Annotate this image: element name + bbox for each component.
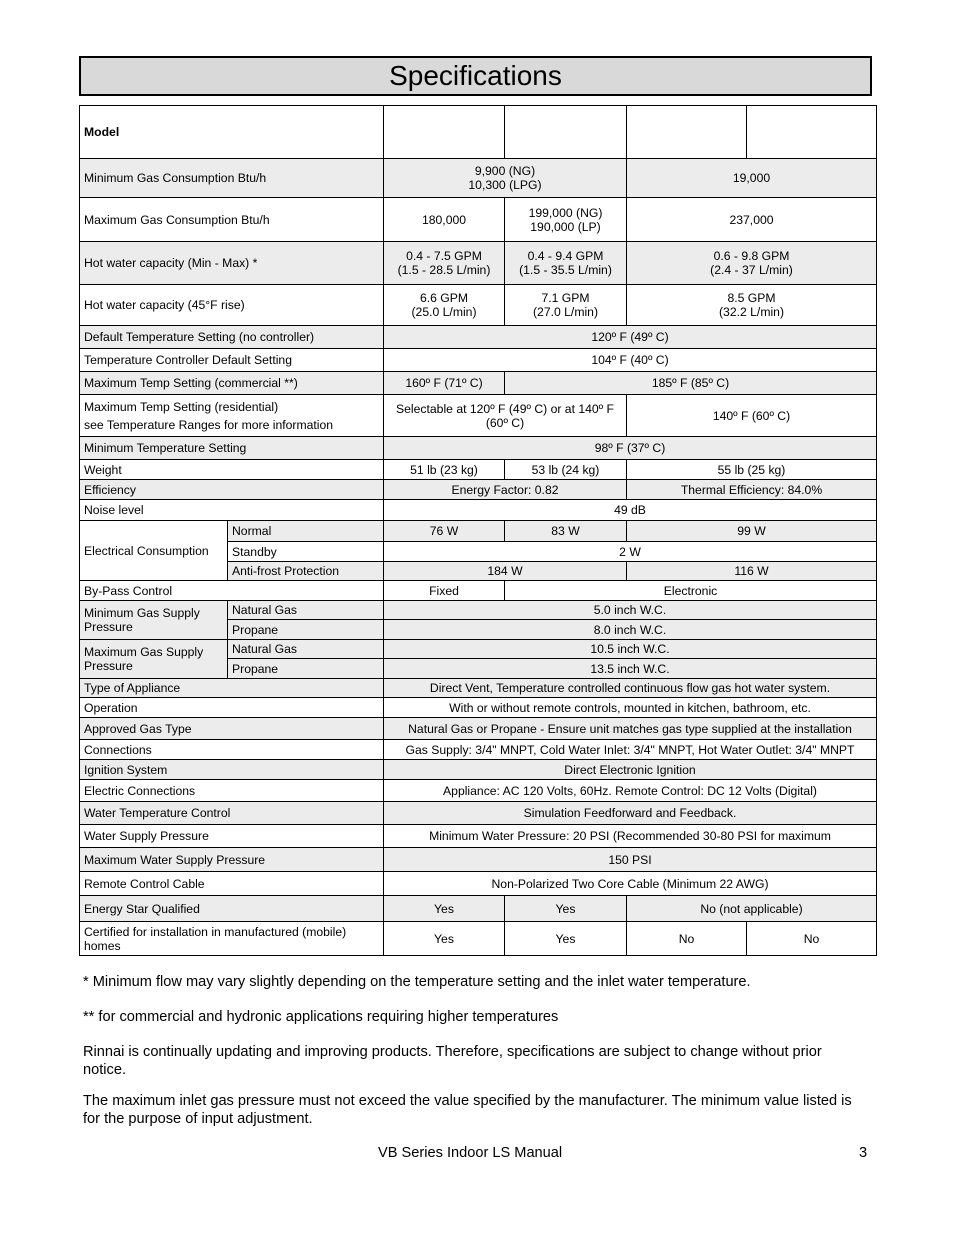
table-row (80, 159, 877, 198)
table-row (80, 640, 877, 659)
value-cell: Yes (384, 896, 505, 922)
value-cell: 160º F (71º C) (384, 372, 505, 395)
table-row (80, 372, 877, 395)
row-label: Water Temperature Control (80, 802, 384, 825)
value-cell: 13.5 inch W.C. (384, 659, 877, 679)
value-cell: 140º F (60º C) (627, 395, 877, 437)
value-cell: 10.5 inch W.C. (384, 640, 877, 659)
value-cell: 99 W (627, 521, 877, 542)
value-cell: Minimum Water Pressure: 20 PSI (Recommended 30-80 PSI for maximum (384, 825, 877, 848)
table-row (80, 460, 877, 480)
page-title-box (79, 56, 872, 96)
row-label: Hot water capacity (45°F rise) (80, 285, 384, 326)
table-row (80, 521, 877, 542)
value-cell: 237,000 (627, 198, 877, 242)
model-cell (627, 106, 747, 159)
value-cell: Yes (384, 922, 505, 956)
sub-label: Propane (228, 659, 384, 679)
table-row (80, 285, 877, 326)
value-cell: Fixed (384, 581, 505, 601)
row-label: Maximum Water Supply Pressure (80, 848, 384, 872)
value-cell: Thermal Efficiency: 84.0% (627, 480, 877, 500)
value-cell: 5.0 inch W.C. (384, 601, 877, 620)
page-title: Specifications (389, 60, 562, 91)
row-label: Minimum Gas Supply Pressure (80, 601, 228, 640)
table-row (80, 500, 877, 521)
footnote-commercial: ** for commercial and hydronic applications requiring higher temperatures (83, 1009, 559, 1025)
row-label: Efficiency (80, 480, 384, 500)
row-label: Water Supply Pressure (80, 825, 384, 848)
value-cell: 185º F (85º C) (505, 372, 877, 395)
row-label: Minimum Gas Consumption Btu/h (80, 159, 384, 198)
value-cell: Natural Gas or Propane - Ensure unit matches gas type supplied at the installation (384, 718, 877, 740)
table-row (80, 437, 877, 460)
value-cell: Electronic (505, 581, 877, 601)
row-label: Electric Connections (80, 780, 384, 802)
model-cell (384, 106, 505, 159)
value-cell: 150 PSI (384, 848, 877, 872)
row-label: Connections (80, 740, 384, 760)
value-cell: Appliance: AC 120 Volts, 60Hz. Remote Control: DC 12 Volts (Digital) (384, 780, 877, 802)
sub-label: Propane (228, 620, 384, 640)
row-label: Weight (80, 460, 384, 480)
value-cell: 2 W (384, 542, 877, 562)
value-cell: 104º F (40º C) (384, 349, 877, 372)
table-row (80, 198, 877, 242)
value-cell: Non-Polarized Two Core Cable (Minimum 22 AWG) (384, 872, 877, 896)
page-number: 3 (859, 1145, 868, 1161)
model-cell (505, 106, 627, 159)
table-row (80, 760, 877, 780)
table-row (80, 922, 877, 956)
table-row (80, 718, 877, 740)
notice-paragraph: Rinnai is continually updating and improving products. Therefore, specifications are subject to change without prior notice. (83, 1044, 822, 1078)
value-cell: 53 lb (24 kg) (505, 460, 627, 480)
row-label: Electrical Consumption (80, 521, 228, 581)
row-label: Maximum Temp Setting (residential) see Temperature Ranges for more information (80, 395, 384, 437)
sub-label: Anti-frost Protection (228, 562, 384, 581)
model-cell (747, 106, 877, 159)
model-header: Model (80, 106, 384, 159)
value-cell: 180,000 (384, 198, 505, 242)
sub-label: Natural Gas (228, 640, 384, 659)
value-cell: 0.4 - 9.4 GPM (1.5 - 35.5 L/min) (505, 242, 627, 285)
row-label: Temperature Controller Default Setting (80, 349, 384, 372)
row-label: Noise level (80, 500, 384, 521)
row-label: Maximum Temp Setting (commercial **) (80, 372, 384, 395)
value-cell: 120º F (49º C) (384, 326, 877, 349)
table-row (80, 480, 877, 500)
table-row (80, 395, 877, 437)
sub-label: Natural Gas (228, 601, 384, 620)
value-cell: Gas Supply: 3/4" MNPT, Cold Water Inlet: 3/4" MNPT, Hot Water Outlet: 3/4" MNPT (384, 740, 877, 760)
row-label: Approved Gas Type (80, 718, 384, 740)
value-cell: Direct Electronic Ignition (384, 760, 877, 780)
row-label: Hot water capacity (Min - Max) * (80, 242, 384, 285)
row-label: Maximum Gas Supply Pressure (80, 640, 228, 679)
table-row (80, 825, 877, 848)
table-row (80, 740, 877, 760)
table-row (80, 679, 877, 698)
value-cell: 19,000 (627, 159, 877, 198)
row-label: Ignition System (80, 760, 384, 780)
value-cell: 51 lb (23 kg) (384, 460, 505, 480)
table-row (80, 581, 877, 601)
value-cell: 8.5 GPM (32.2 L/min) (627, 285, 877, 326)
row-label: Remote Control Cable (80, 872, 384, 896)
row-label: Operation (80, 698, 384, 718)
value-cell: 55 lb (25 kg) (627, 460, 877, 480)
table-row (80, 106, 877, 159)
table-row (80, 601, 877, 620)
value-cell: 76 W (384, 521, 505, 542)
value-cell: 9,900 (NG) 10,300 (LPG) (384, 159, 627, 198)
row-label: Minimum Temperature Setting (80, 437, 384, 460)
value-cell: Energy Factor: 0.82 (384, 480, 627, 500)
value-cell: 116 W (627, 562, 877, 581)
table-row (80, 896, 877, 922)
row-label: By-Pass Control (80, 581, 384, 601)
table-row (80, 780, 877, 802)
table-row (80, 242, 877, 285)
value-cell: 8.0 inch W.C. (384, 620, 877, 640)
specifications-table (79, 105, 877, 956)
value-cell: 7.1 GPM (27.0 L/min) (505, 285, 627, 326)
row-label: Default Temperature Setting (no controller) (80, 326, 384, 349)
value-cell: No (not applicable) (627, 896, 877, 922)
value-cell: 184 W (384, 562, 627, 581)
table-row (80, 326, 877, 349)
value-cell: 83 W (505, 521, 627, 542)
value-cell: 49 dB (384, 500, 877, 521)
value-cell: 199,000 (NG) 190,000 (LP) (505, 198, 627, 242)
value-cell: 0.6 - 9.8 GPM (2.4 - 37 L/min) (627, 242, 877, 285)
footer-manual-title: VB Series Indoor LS Manual (378, 1145, 563, 1161)
value-cell: No (627, 922, 747, 956)
value-cell: Yes (505, 922, 627, 956)
sub-label: Normal (228, 521, 384, 542)
value-cell: 98º F (37º C) (384, 437, 877, 460)
value-cell: Simulation Feedforward and Feedback. (384, 802, 877, 825)
value-cell: Direct Vent, Temperature controlled continuous flow gas hot water system. (384, 679, 877, 698)
table-row (80, 848, 877, 872)
value-cell: 6.6 GPM (25.0 L/min) (384, 285, 505, 326)
footnote-min-flow: * Minimum flow may vary slightly depending on the temperature setting and the inlet water temperature. (83, 974, 751, 990)
table-row (80, 802, 877, 825)
table-row (80, 349, 877, 372)
value-cell: No (747, 922, 877, 956)
value-cell: 0.4 - 7.5 GPM (1.5 - 28.5 L/min) (384, 242, 505, 285)
row-label: Energy Star Qualified (80, 896, 384, 922)
value-cell: With or without remote controls, mounted in kitchen, bathroom, etc. (384, 698, 877, 718)
row-label: Maximum Gas Consumption Btu/h (80, 198, 384, 242)
row-label: Certified for installation in manufactured (mobile) homes (80, 922, 384, 956)
gas-pressure-paragraph: The maximum inlet gas pressure must not exceed the value specified by the manufacturer. The minimum value listed is for the purpose of input adjustment. (83, 1093, 852, 1127)
row-label: Type of Appliance (80, 679, 384, 698)
table-row (80, 698, 877, 718)
value-cell: Selectable at 120º F (49º C) or at 140º F (60º C) (384, 395, 627, 437)
table-row (80, 872, 877, 896)
value-cell: Yes (505, 896, 627, 922)
sub-label: Standby (228, 542, 384, 562)
